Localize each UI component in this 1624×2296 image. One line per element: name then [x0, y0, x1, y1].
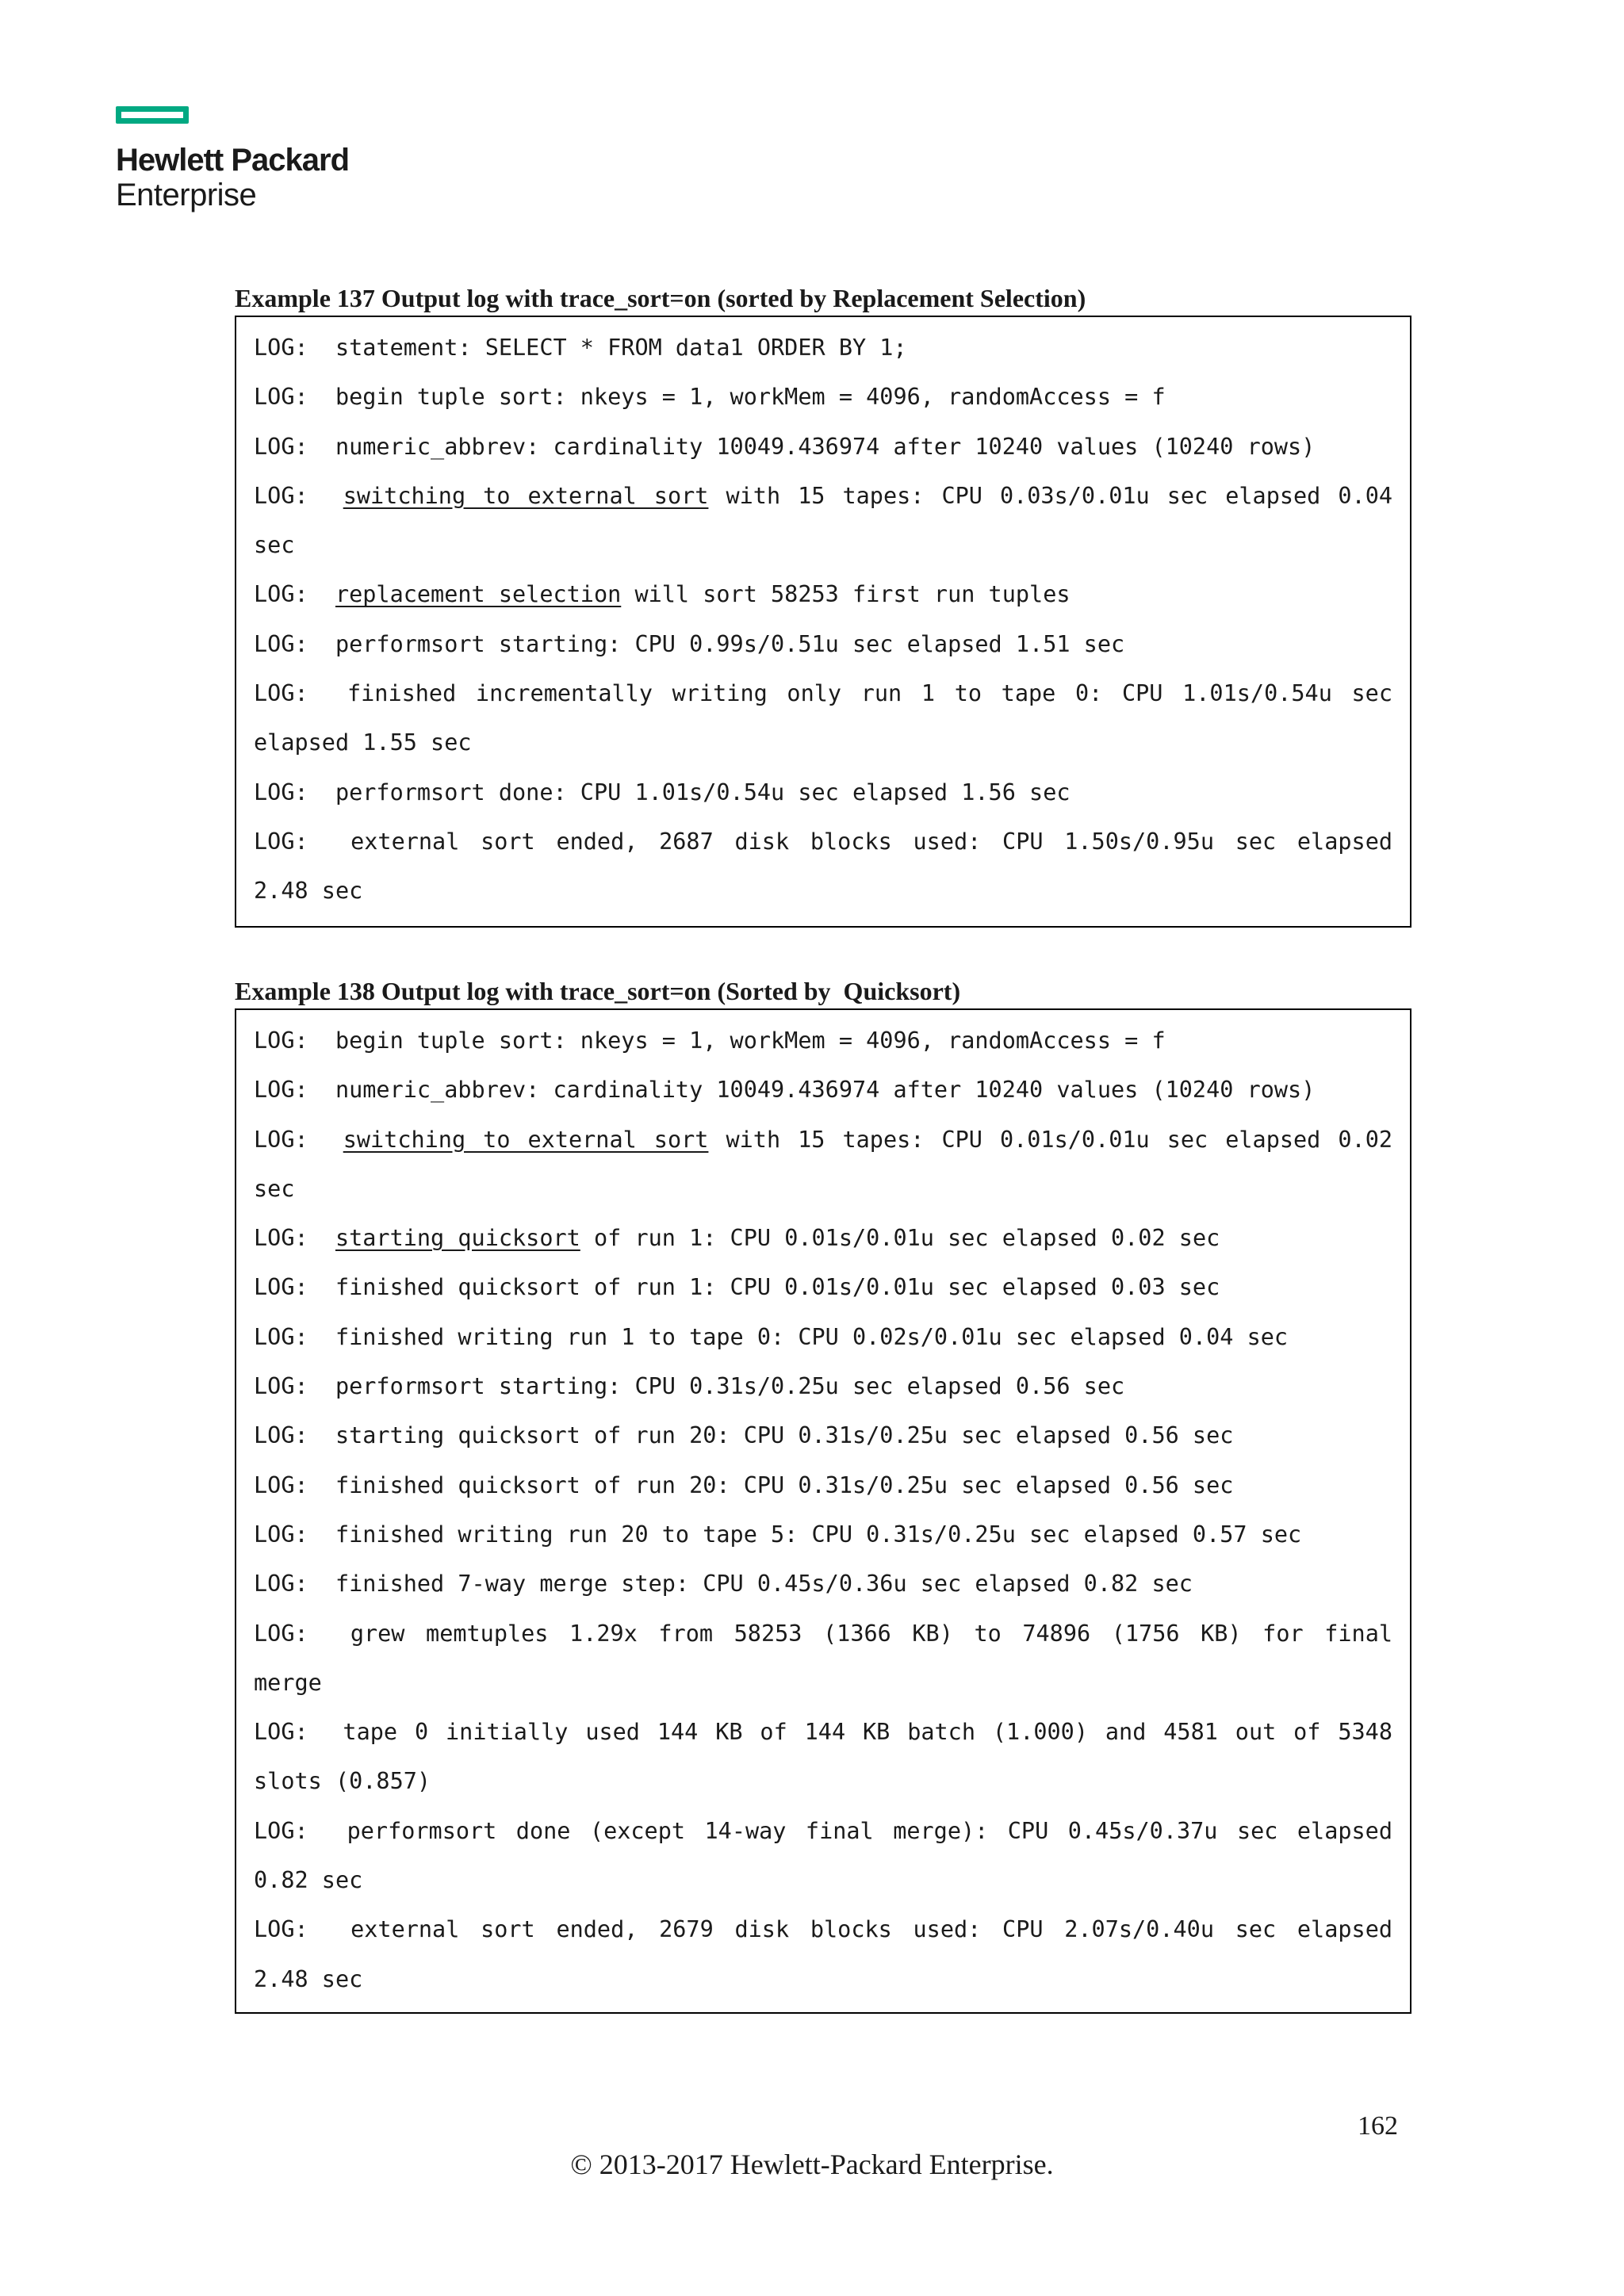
log-line: [254, 1856, 1392, 1905]
log-line: [254, 1659, 1392, 1708]
log-text: external sort ended, 2687 disk blocks used: CPU 1.50s/0.95u sec elapsed: [350, 828, 1392, 855]
example-title: Example 137 Output log with trace_sort=on (sorted by Replacement Selection): [235, 284, 1086, 312]
log-text: of run 1: CPU 0.01s/0.01u sec elapsed 0.02 sec: [580, 1225, 1220, 1252]
log-text: 0.82 sec: [254, 1867, 363, 1894]
log-text: finished writing run 1 to tape 0: CPU 0.02s/0.01u sec elapsed 0.04 sec: [335, 1323, 1289, 1350]
log-line: [254, 1313, 1392, 1362]
log-prefix: LOG:: [254, 1077, 335, 1104]
log-text: numeric_abbrev: cardinality 10049.436974 after 10240 values (10240 rows): [335, 433, 1316, 460]
log-line: [254, 521, 1392, 570]
log-underlined-term: replacement selection: [335, 581, 622, 608]
log-prefix: LOG:: [254, 1027, 335, 1054]
log-prefix: LOG:: [254, 1719, 343, 1746]
log-prefix: LOG:: [254, 1817, 347, 1844]
log-text: merge: [254, 1669, 322, 1696]
log-text: external sort ended, 2679 disk blocks used: CPU 2.07s/0.40u sec elapsed: [350, 1916, 1392, 1943]
log-prefix: LOG:: [254, 482, 343, 509]
log-text: performsort done (except 14-way final merge): CPU 0.45s/0.37u sec elapsed: [347, 1817, 1392, 1844]
example-title: Example 138 Output log with trace_sort=on (Sorted by Quicksort): [235, 977, 961, 1005]
log-prefix: LOG:: [254, 384, 335, 411]
example-137: [235, 282, 1411, 928]
log-prefix: LOG:: [254, 1225, 335, 1252]
log-line: [254, 472, 1392, 521]
log-text: with 15 tapes: CPU 0.03s/0.01u sec elapsed 0.04: [708, 482, 1392, 509]
log-text: begin tuple sort: nkeys = 1, workMem = 4096, randomAccess = f: [335, 1027, 1166, 1054]
log-text: finished quicksort of run 1: CPU 0.01s/0.01u sec elapsed 0.03 sec: [335, 1274, 1220, 1301]
page-number: 162: [1358, 2111, 1398, 2141]
log-prefix: LOG:: [254, 1521, 335, 1548]
log-underlined-term: switching to external sort: [343, 482, 709, 509]
log-line: [254, 1807, 1392, 1856]
log-prefix: LOG:: [254, 1323, 335, 1350]
log-text: performsort done: CPU 1.01s/0.54u sec elapsed 1.56 sec: [335, 779, 1071, 806]
log-line: [254, 373, 1392, 422]
log-line: [254, 1016, 1392, 1066]
log-prefix: LOG:: [254, 1916, 351, 1943]
log-line: [254, 718, 1392, 767]
log-text: tape 0 initially used 144 KB of 144 KB batch (1.000) and 4581 out of 5348: [343, 1719, 1392, 1746]
log-line: [254, 1510, 1392, 1559]
log-prefix: LOG:: [254, 433, 335, 460]
log-text: finished writing run 20 to tape 5: CPU 0.31s/0.25u sec elapsed 0.57 sec: [335, 1521, 1302, 1548]
log-line: [254, 1757, 1392, 1806]
log-prefix: LOG:: [254, 630, 335, 657]
log-prefix: LOG:: [254, 335, 335, 361]
log-text: 2.48 sec: [254, 878, 363, 905]
log-line: [254, 1905, 1392, 1954]
log-text: elapsed 1.55 sec: [254, 729, 472, 756]
log-text: will sort 58253 first run tuples: [621, 581, 1071, 608]
log-line: [254, 1411, 1392, 1460]
log-line: [254, 1066, 1392, 1115]
log-text: statement: SELECT * FROM data1 ORDER BY 1;: [335, 335, 907, 361]
logo-text-line2: Enterprise: [116, 178, 257, 212]
log-line: [254, 1708, 1392, 1757]
log-prefix: LOG:: [254, 779, 335, 806]
log-line: [254, 1165, 1392, 1214]
log-text: with 15 tapes: CPU 0.01s/0.01u sec elapsed 0.02: [708, 1126, 1392, 1153]
log-line: [254, 867, 1392, 916]
log-text: slots (0.857): [254, 1768, 431, 1795]
logo-rectangle-icon: [116, 106, 189, 124]
log-text: sec: [254, 532, 295, 559]
log-prefix: LOG:: [254, 1422, 335, 1449]
log-text: starting quicksort of run 20: CPU 0.31s/0.25u sec elapsed 0.56 sec: [335, 1422, 1234, 1449]
log-line: [254, 423, 1392, 472]
log-text: finished quicksort of run 20: CPU 0.31s/0.25u sec elapsed 0.56 sec: [335, 1471, 1234, 1498]
log-text: 2.48 sec: [254, 1965, 363, 1992]
log-line: [254, 620, 1392, 669]
log-line: [254, 768, 1392, 817]
example-138: [235, 975, 1411, 2014]
log-prefix: LOG:: [254, 1571, 335, 1598]
log-output-box: [235, 1008, 1411, 2014]
log-line: [254, 1263, 1392, 1312]
log-line: [254, 323, 1392, 373]
log-text: sec: [254, 1175, 295, 1202]
log-line: [254, 1955, 1392, 2004]
hpe-logo: [116, 106, 349, 212]
copyright-footer: © 2013-2017 Hewlett-Packard Enterprise.: [570, 2149, 1054, 2180]
log-prefix: LOG:: [254, 1620, 350, 1647]
log-underlined-term: switching to external sort: [343, 1126, 709, 1153]
log-line: [254, 1609, 1392, 1659]
log-line: [254, 1559, 1392, 1609]
log-text: finished 7-way merge step: CPU 0.45s/0.36u sec elapsed 0.82 sec: [335, 1571, 1193, 1598]
log-text: finished incrementally writing only run 1 to tape 0: CPU 1.01s/0.54u sec: [347, 680, 1392, 707]
log-prefix: LOG:: [254, 1373, 335, 1400]
log-prefix: LOG:: [254, 1126, 343, 1153]
log-line: [254, 817, 1392, 867]
log-text: performsort starting: CPU 0.31s/0.25u sec elapsed 0.56 sec: [335, 1373, 1125, 1400]
logo-text-line1: Hewlett Packard: [116, 143, 350, 178]
log-prefix: LOG:: [254, 1274, 335, 1301]
log-line: [254, 1115, 1392, 1165]
log-prefix: LOG:: [254, 1471, 335, 1498]
log-underlined-term: starting quicksort: [335, 1225, 580, 1252]
log-text: performsort starting: CPU 0.99s/0.51u sec elapsed 1.51 sec: [335, 630, 1125, 657]
log-text: numeric_abbrev: cardinality 10049.436974 after 10240 values (10240 rows): [335, 1077, 1316, 1104]
log-text: grew memtuples 1.29x from 58253 (1366 KB) to 74896 (1756 KB) for final: [350, 1620, 1392, 1647]
log-line: [254, 669, 1392, 718]
log-line: [254, 1362, 1392, 1411]
log-prefix: LOG:: [254, 680, 347, 707]
log-prefix: LOG:: [254, 581, 335, 608]
log-output-box: [235, 316, 1411, 928]
log-line: [254, 1461, 1392, 1510]
log-line: [254, 570, 1392, 619]
log-prefix: LOG:: [254, 828, 351, 855]
log-text: begin tuple sort: nkeys = 1, workMem = 4096, randomAccess = f: [335, 384, 1166, 411]
log-line: [254, 1214, 1392, 1263]
